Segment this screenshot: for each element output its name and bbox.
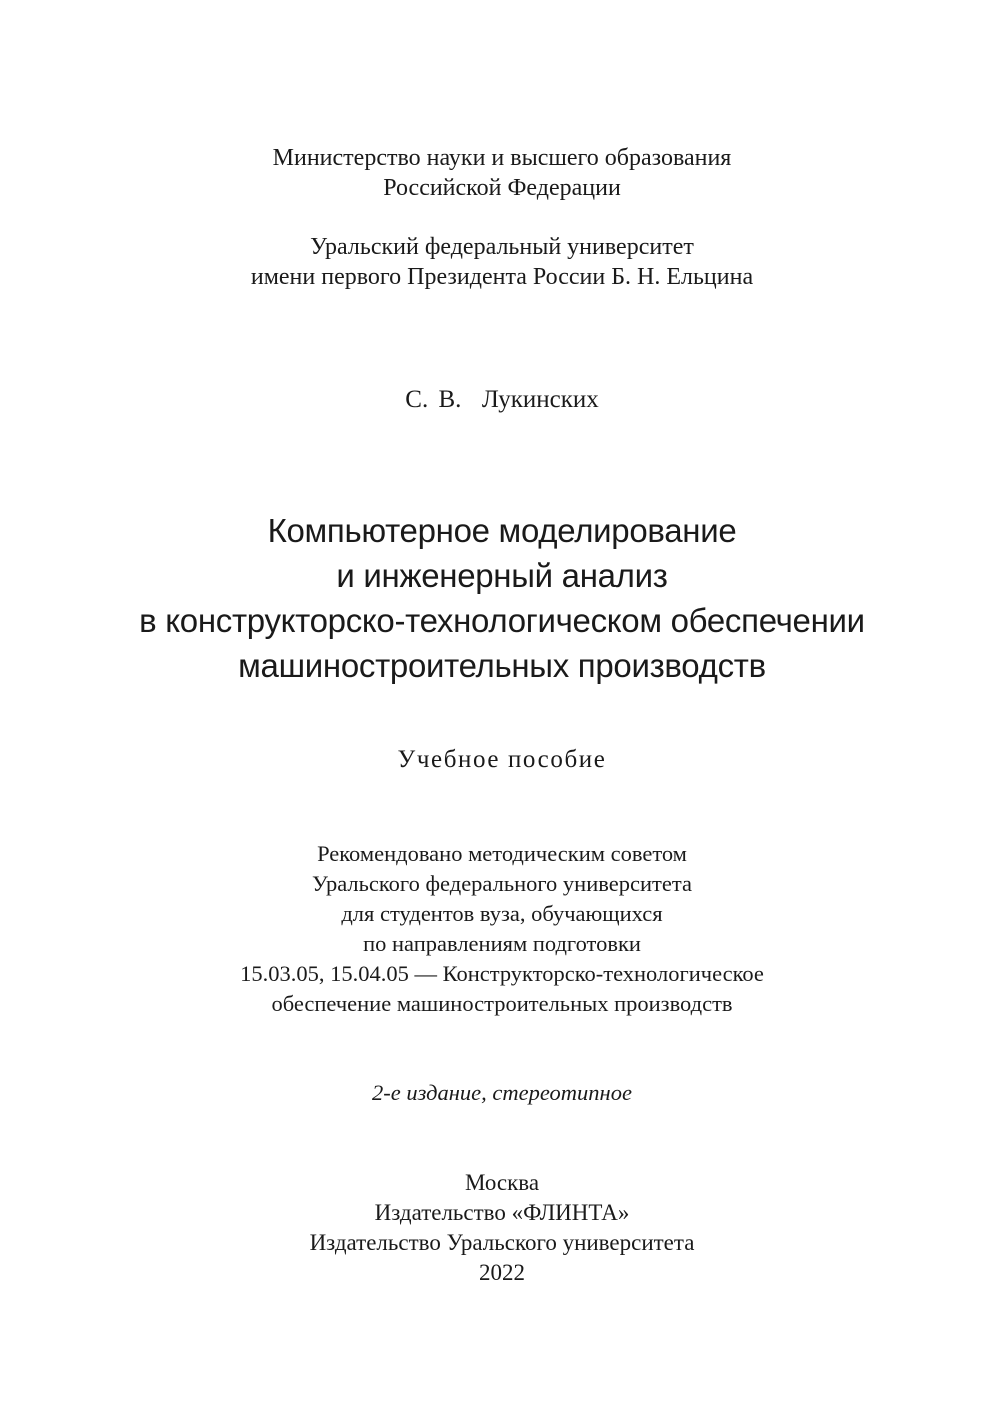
recommendation-line: Уральского федерального университета [312, 871, 692, 896]
ministry-line: Российской Федерации [383, 175, 621, 201]
subtitle-text: Учебное пособие [397, 746, 607, 773]
book-title [0, 508, 1004, 688]
recommendation-line: для студентов вуза, обучающихся [341, 901, 663, 926]
recommendation-line: Рекомендовано методическим советом [317, 841, 687, 866]
author-text: С. В. Лукинских [405, 386, 599, 413]
university-line: Уральский федеральный университет [310, 234, 694, 260]
title-line: машиностроительных производств [238, 647, 766, 684]
title-line: и инженерный анализ [336, 557, 668, 594]
university-heading [0, 232, 1004, 292]
recommendation-note [0, 839, 1004, 1019]
title-line: Компьютерное моделирование [267, 512, 737, 549]
imprint-city: Москва [464, 1170, 540, 1195]
title-line: в конструкторско-технологическом обеспечении [139, 602, 865, 639]
recommendation-line: 15.03.05, 15.04.05 — Конструкторско-технологическое [240, 961, 764, 986]
book-subtitle [0, 744, 1004, 776]
author-name [0, 384, 1004, 416]
edition-text: 2-е издание, стереотипное [372, 1080, 632, 1105]
edition-note [0, 1078, 1004, 1108]
imprint-year: 2022 [479, 1260, 525, 1285]
university-line: имени первого Президента России Б. Н. Ельцина [250, 264, 754, 290]
imprint [0, 1168, 1004, 1288]
ministry-line: Министерство науки и высшего образования [272, 145, 732, 171]
recommendation-line: обеспечение машиностроительных производств [271, 991, 733, 1016]
ministry-heading [0, 143, 1004, 203]
imprint-publisher: Издательство Уральского университета [309, 1230, 695, 1255]
recommendation-line: по направлениям подготовки [363, 931, 641, 956]
imprint-publisher: Издательство «ФЛИНТА» [374, 1200, 630, 1225]
